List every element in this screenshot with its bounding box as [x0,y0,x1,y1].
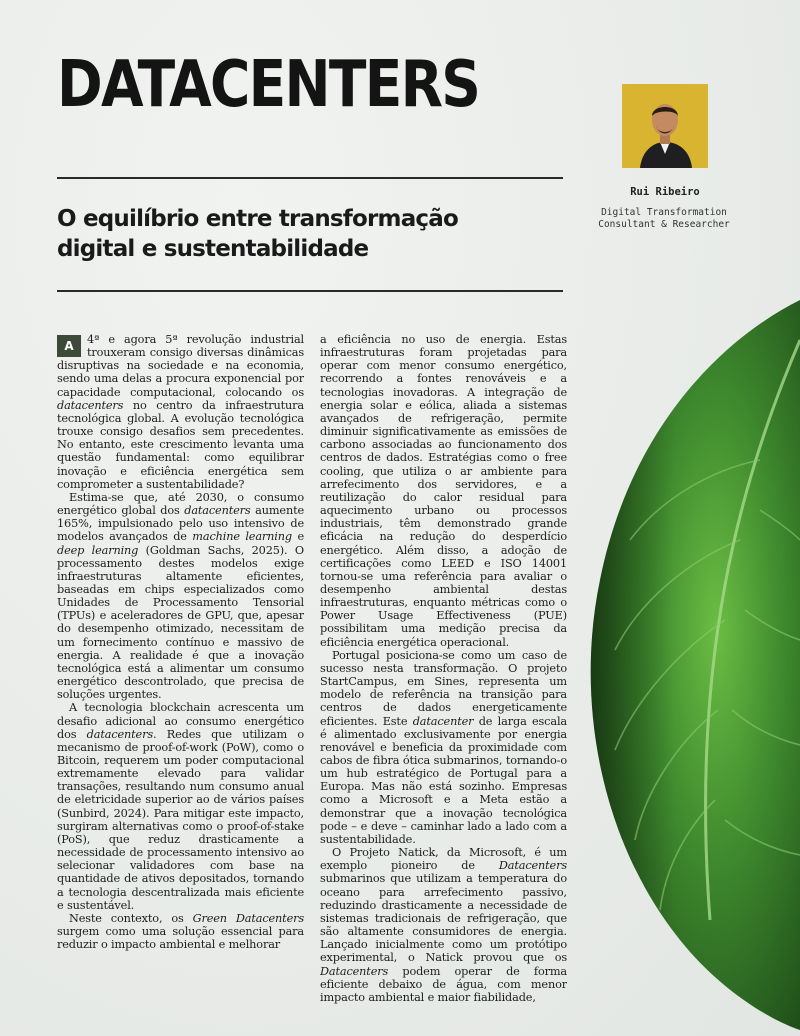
italic-term: datacenters [86,727,153,741]
top-divider [57,177,563,179]
author-photo [622,84,708,168]
drop-cap: A [57,335,81,357]
italic-term: datacenters [184,504,251,518]
text-run: O Projeto Natick, da Microsoft, é um exemplo pioneiro de [320,846,567,873]
page-title: DATACENTERS [57,48,480,122]
text-run: podem operar de forma eficiente debaixo de água, com menor impacto ambiental e maior fiabilidade, [320,964,567,1004]
text-run: Estima-se que, até 2030, o consumo energético global dos [57,490,304,518]
author-role: Digital Transformation Consultant & Researcher [598,207,730,230]
body-column-2 [320,333,567,1033]
text-run: a eficiência no uso de energia. Estas infraestruturas foram projetadas para operar com menor consumo energético, recorrendo a fontes renováveis e a tecnologias inovadoras. A integração de energia solar e eólica, aliada a sistemas avançados de refrigeração, permite diminuir significativamente as emissões de carbono associadas ao funcionamento dos centros de dados. Estratégias como o free cooling, que utiliza o ar ambiente para arrefecimento dos servidores, e a reutilização do calor residual para aquecimento urbano ou processos industriais, têm demonstrado grande eficácia na redução do desperdício energético. Além disso, a adoção de certificações como LEED e ISO 14001 tornou-se uma referência para avaliar o desempenho ambiental destas infraestruturas, enquanto métricas como o Power Usage Effectiveness (PUE) possibilitam uma medição precisa da eficiência energética operacional. [320,333,567,649]
text-run: no centro da infraestrutura tecnológica global. A evolução tecnológica trouxe consigo desafios sem precedentes. No entanto, este crescimento levanta uma questão fundamental: como equilibrar inovação e eficiência energética sem comprometer a sustentabilidade? [57,398,304,491]
text-run: . Redes que utilizam o mecanismo de proof-of-work (PoW), como o Bitcoin, requerem um poder computacional extremamente elevado para validar transações, resultando num consumo anual de eletricidade superior ao de vários países (Sunbird, 2024). Para mitigar este impacto, surgiram alternativas como o proof-of-stake (PoS), que reduz drasticamente a necessidade de processamento intensivo ao selecionar validadores com base na quantidade de ativos depositados, tornando a tecnologia descentralizada mais eficiente e sustentável. [57,727,304,912]
leaf-image [560,280,800,1036]
body-paragraph [57,701,304,912]
body-paragraph [57,912,304,951]
body-column-1 [57,333,304,1033]
text-run: A tecnologia blockchain acrescenta um desafio adicional ao consumo energético dos [57,701,304,741]
author-name: Rui Ribeiro [630,186,700,198]
italic-term: Datacenters [320,964,389,978]
text-run: de larga escala é alimentado exclusivamente por energia renovável e beneficia da proximidade com cabos de fibra ótica submarinos, tornando-o um hub estratégico de Portugal para a Europa. Mas não está sozinho. Empresas como a Microsoft e a Meta estão a demonstrar que a inovação tecnológica pode – e deve – caminhar lado a lado com a sustentabilidade. [320,714,567,846]
text-run: submarinos que utilizam a temperatura do oceano para arrefecimento passivo, reduzindo drasticamente a necessidade de sistemas tradicionais de refrigeração, que são altamente consumidores de energia. Lançado inicialmente como um protótipo experimental, o Natick provou que os [320,872,567,965]
italic-term: datacenter [412,714,474,728]
text-run: 4ª e agora 5ª revolução industrial trouxeram consigo diversas dinâmicas disruptivas na sociedade e na economia, sendo uma delas a procura exponencial por capacidade computacional, colocando os [57,333,304,399]
italic-term: deep learning [57,543,139,557]
italic-term: Datacenters [498,859,567,873]
text-run: e [291,530,304,544]
bottom-divider [57,290,563,292]
body-paragraph [320,846,567,1004]
italic-term: datacenters [57,398,124,412]
text-run: surgem como uma solução essencial para reduzir o impacto ambiental e melhorar [57,925,304,952]
body-paragraph [57,333,304,491]
text-run: (Goldman Sachs, 2025). O processamento destes modelos exige infraestruturas altamente eficientes, baseadas em chips especializados como Unidades de Processamento Tensorial (TPUs) e aceleradores de GPU, que, apesar do desempenho otimizado, necessitam de um fornecimento contínuo e massivo de energia. A realidade é que a inovação tecnológica está a alimentar um consumo energético descontrolado, que precisa de soluções urgentes. [57,543,304,702]
italic-term: machine learning [192,530,292,544]
article-subtitle: O equilíbrio entre transformação digital e sustentabilidade [57,206,458,262]
text-run: Neste contexto, os [69,911,193,925]
italic-term: Green Datacenters [192,911,304,925]
body-paragraph [57,491,304,702]
text-run: Portugal posiciona-se como um caso de sucesso nesta transformação. O projeto StartCampus, em Sines, representa um modelo de referência na transição para centros de dados energeticamente eficientes. Este [320,648,567,728]
body-paragraph [320,649,567,846]
leaf-illustration [560,280,800,1036]
body-paragraph [320,333,567,649]
text-run: aumente 165%, impulsionado pelo uso intensivo de modelos avançados de [57,504,304,544]
author-portrait-icon [622,84,708,168]
